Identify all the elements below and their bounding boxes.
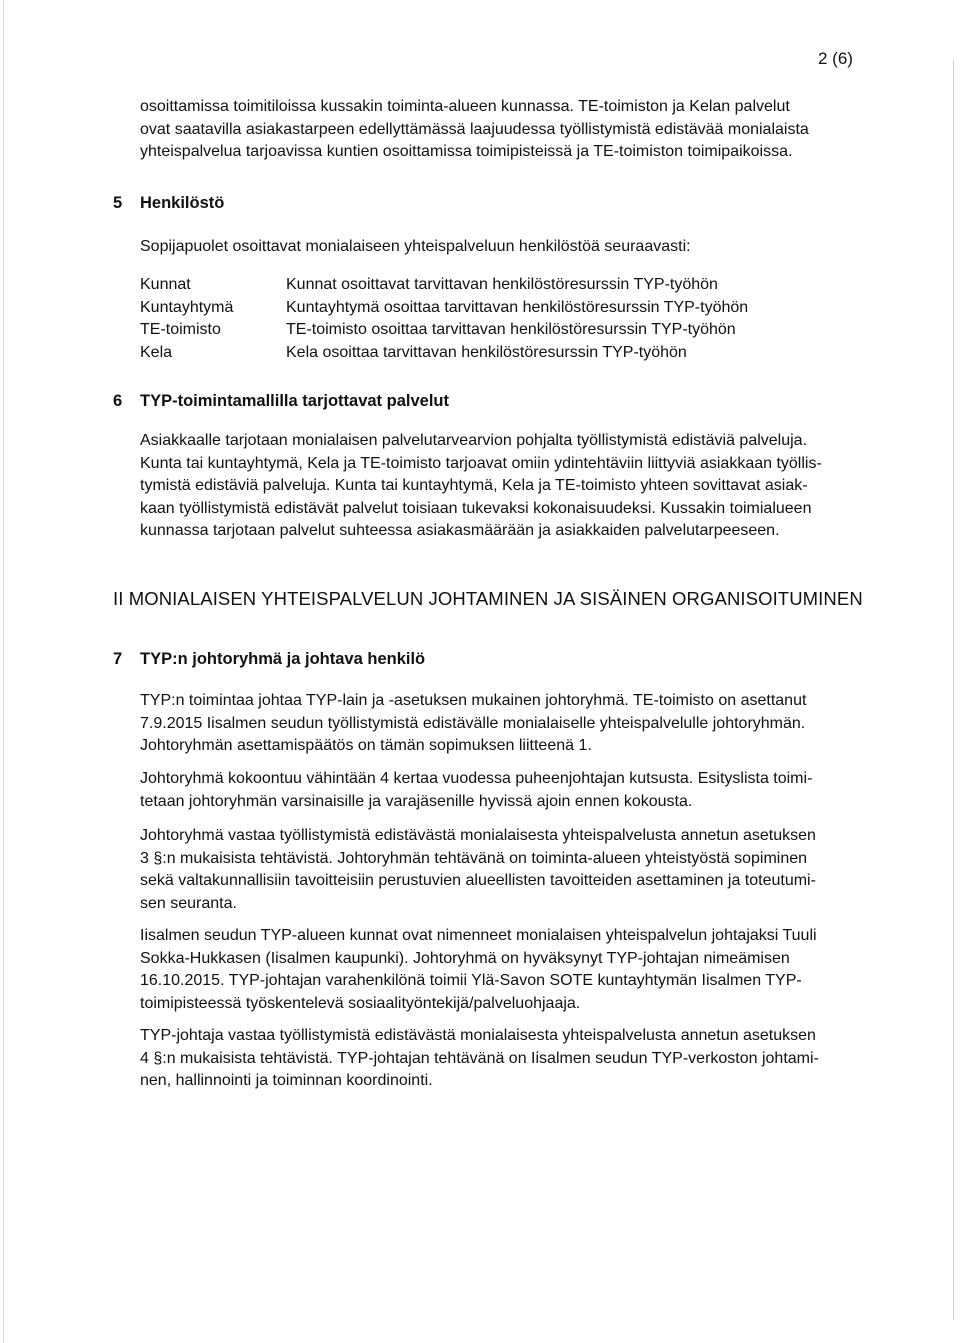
section-5-intro xyxy=(140,236,860,259)
text-line: nen, hallinnointi ja toiminnan koordinointi. xyxy=(140,1072,433,1089)
section-5-heading xyxy=(113,194,224,213)
party-cell: Kuntayhtymä xyxy=(140,298,234,316)
party-cell: Kunnat xyxy=(140,276,191,293)
text-line: Johtoryhmä vastaa työllistymistä edistävästä monialaisesta yhteispalvelusta annetun asetuksen xyxy=(140,827,816,844)
section-7-paragraph-2 xyxy=(140,768,860,813)
description-cell: TE-toimisto osoittaa tarvittavan henkilöstöresurssin TYP-työhön xyxy=(286,321,736,338)
text-line: Johtoryhmän asettamispäätös on tämän sopimuksen liitteenä 1. xyxy=(140,737,592,754)
section-7-paragraph-5 xyxy=(140,1025,860,1093)
section-6-paragraph xyxy=(140,430,860,543)
section-7-paragraph-4 xyxy=(140,925,860,1015)
section-7-paragraph-3 xyxy=(140,825,860,915)
description-cell: Kunnat osoittavat tarvittavan henkilöstöresurssin TYP-työhön xyxy=(286,276,718,293)
table-row xyxy=(140,297,748,320)
text-line: yhteispalvelua tarjoavissa kuntien osoittamissa toimipisteissä ja TE-toimiston toimipaikoissa. xyxy=(140,143,793,160)
text-line: Kunta tai kuntayhtymä, Kela ja TE-toimisto tarjoavat omiin ydintehtäviin liittyviä asiakkaan työllis- xyxy=(140,454,822,472)
table-row xyxy=(140,342,748,365)
staffing-table xyxy=(140,274,748,364)
text-line: 16.10.2015. TYP-johtajan varahenkilönä toimii Ylä-Savon SOTE kuntayhtymän Iisalmen TYP- xyxy=(140,972,802,989)
section-7-paragraph-1 xyxy=(140,690,860,758)
table-row xyxy=(140,319,748,342)
section-title: Henkilöstö xyxy=(140,194,225,212)
intro-paragraph xyxy=(140,96,860,164)
text-line: 4 §:n mukaisista tehtävistä. TYP-johtajan tehtävänä on Iisalmen seudun TYP-verkoston johtami- xyxy=(140,1049,819,1067)
text-line: sen seuranta. xyxy=(140,894,237,912)
table-row xyxy=(140,274,748,297)
scan-edge-left xyxy=(3,0,4,1343)
party-cell: Kela xyxy=(140,343,173,361)
text-line: TYP:n toimintaa johtaa TYP-lain ja -asetuksen mukainen johtoryhmä. TE-toimisto on asettanut xyxy=(140,692,807,709)
text-line: 3 §:n mukaisista tehtävistä. Johtoryhmän tehtävänä on toiminta-alueen yhteistyöstä sopiminen xyxy=(140,849,808,867)
description-cell: Kela osoittaa tarvittavan henkilöstöresurssin TYP-työhön xyxy=(286,343,687,361)
text-line: sekä valtakunnallisiin tavoitteisiin perustuvien alueellisten tavoitteiden asettaminen ja toteutumi- xyxy=(140,872,816,889)
scan-edge-right xyxy=(953,60,954,1320)
text-line: Sopijapuolet osoittavat monialaiseen yhteispalveluun henkilöstöä seuraavasti: xyxy=(140,238,691,255)
text-line: toimipisteessä työskentelevä sosiaalityöntekijä/palveluohjaaja. xyxy=(140,994,581,1012)
text-line: Sokka-Hukkasen (Iisalmen kaupunki). Johtoryhmä on hyväksynyt TYP-johtajan nimeämisen xyxy=(140,949,790,967)
text-line: kunnassa tarjotaan palvelut suhteessa asiakasmäärään ja asiakkaiden palvelutarpeeseen. xyxy=(140,522,780,539)
text-line: tetaan johtoryhmän varsinaisille ja varajäsenille hyvissä ajoin ennen kokousta. xyxy=(140,792,693,810)
party-cell: TE-toimisto xyxy=(140,321,221,338)
section-title: TYP-toimintamallilla tarjottavat palvelut xyxy=(140,392,449,410)
section-6-heading xyxy=(113,392,449,411)
text-line: osoittamissa toimitiloissa kussakin toiminta-alueen kunnassa. TE-toimiston ja Kelan palvelut xyxy=(140,98,790,115)
section-title: TYP:n johtoryhmä ja johtava henkilö xyxy=(140,650,426,668)
section-number: 6 xyxy=(113,392,123,410)
text-line: tymistä edistäviä palveluja. Kunta tai kuntayhtymä, Kela ja TE-toimisto yhteen sovittavat asiak- xyxy=(140,477,808,494)
text-line: Johtoryhmä kokoontuu vähintään 4 kertaa vuodessa puheenjohtajan kutsusta. Esityslista toimi- xyxy=(140,770,813,787)
text-line: Asiakkaalle tarjotaan monialaisen palvelutarvearvion pohjalta työllistymistä edistäviä palveluja. xyxy=(140,432,808,449)
page-number: 2 (6) xyxy=(818,49,853,68)
section-number: 5 xyxy=(113,194,123,212)
section-number: 7 xyxy=(113,650,123,668)
part-2-title: II MONIALAISEN YHTEISPALVELUN JOHTAMINEN JA SISÄINEN ORGANISOITUMINEN xyxy=(113,588,863,609)
text-line: Iisalmen seudun TYP-alueen kunnat ovat nimenneet monialaisen yhteispalvelun johtajaksi Tuuli xyxy=(140,927,817,944)
text-line: kaan työllistymistä edistävät palvelut toisiaan tukevaksi kokonaisuudeksi. Kussakin toimialueen xyxy=(140,499,812,517)
description-cell: Kuntayhtymä osoittaa tarvittavan henkilöstöresurssin TYP-työhön xyxy=(286,298,749,316)
section-7-heading xyxy=(113,650,425,669)
text-line: 7.9.2015 Iisalmen seudun työllistymistä edistävälle monialaiselle yhteispalvelulle johtoryhmän. xyxy=(140,714,806,732)
text-line: TYP-johtaja vastaa työllistymistä edistävästä monialaisesta yhteispalvelusta annetun asetuksen xyxy=(140,1027,816,1044)
text-line: ovat saatavilla asiakastarpeen edellyttämässä laajuudessa työllistymistä edistävää monialaista xyxy=(140,120,809,138)
